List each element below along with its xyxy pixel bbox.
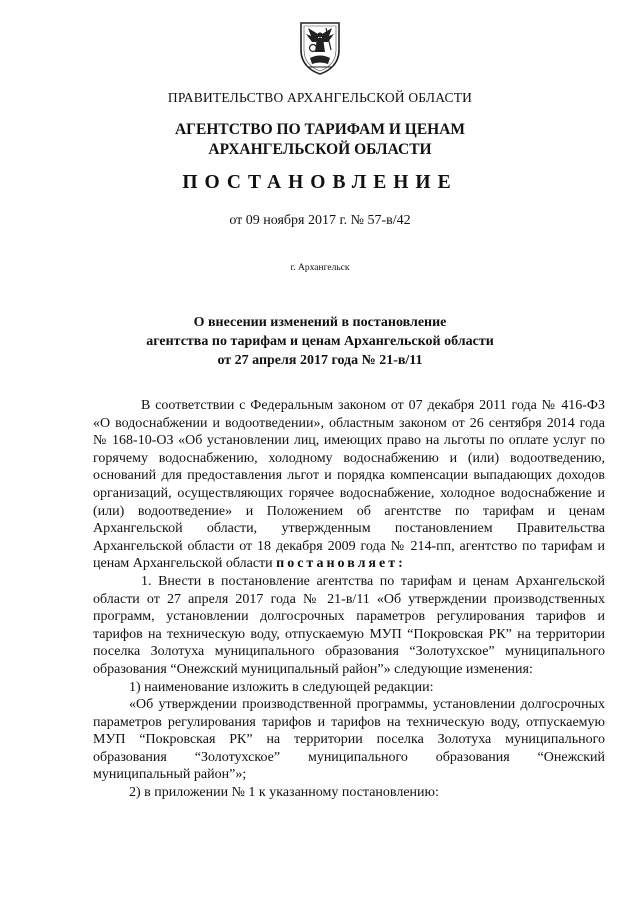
- document-city: г. Архангельск: [290, 263, 350, 273]
- document-date-number: от 09 ноября 2017 г. № 57-в/42: [229, 213, 411, 228]
- document-type: ПОСТАНОВЛЕНИЕ: [182, 172, 458, 193]
- preamble-paragraph: [93, 397, 605, 573]
- agency-name: [0, 120, 640, 160]
- agency-name-line2: АРХАНГЕЛЬСКОЙ ОБЛАСТИ: [208, 141, 432, 158]
- arkhangelsk-coat-of-arms-icon: [298, 20, 342, 76]
- document-body: [93, 397, 605, 802]
- item-1-2-paragraph: 2) в приложении № 1 к указанному постановлению:: [129, 785, 439, 801]
- subject-line3: от 27 апреля 2017 года № 21-в/11: [217, 353, 423, 368]
- quote-paragraph: «Об утверждении производственной программы, установлении долгосрочных параметров регулирования тарифов и тарифов на техническую воду, отпускаемую МУП “Покровская РК” на территории поселка Золотуха муниципального образования “Золотухское” муниципального образования “Онежский муниципальный район”»;: [93, 697, 605, 783]
- subject-line1: О внесении изменений в постановление: [193, 315, 447, 330]
- preamble-text: В соответствии с Федеральным законом от 07 декабря 2011 года № 416-ФЗ «О водоснабжении и водоотведении», областным законом от 26 сентября 2014 года № 168-10-ОЗ «Об установлении лиц, имеющих право на льготы по оплате услуг по горячему водоснабжению, холодному водоснабжению и (или) водоотведению, оснований для предоставления льгот и порядка компенсации выпадающих доходов организаций, осуществляющих горячее водоснабжение, холодное водоснабжение и (или) водоотведение» и Положением об агентстве по тарифам и ценам Архангельской области, утвержденным постановлением Правительства Архангельской области от 18 декабря 2009 года № 214-пп, агентство по тарифам и ценам Архангельской области: [93, 398, 605, 572]
- document-subject: [0, 313, 640, 370]
- subject-line2: агентства по тарифам и ценам Архангельской области: [146, 334, 494, 349]
- agency-name-line1: АГЕНТСТВО ПО ТАРИФАМ И ЦЕНАМ: [174, 121, 466, 138]
- item-1-1-paragraph: 1) наименование изложить в следующей редакции:: [129, 679, 434, 695]
- item-1-paragraph: 1. Внести в постановление агентства по тарифам и ценам Архангельской области от 27 апреля 2017 года № 21-в/11 «Об утверждении производственных программ, установлении долгосрочных параметров регулирования тарифов и тарифов на техническую воду, отпускаемую МУП “Покровская РК” на территории поселка Золотуха муниципального образования “Золотухское” муниципального образования “Онежский муниципальный район”» следующие изменения:: [93, 573, 605, 677]
- resolves-word: постановляет:: [276, 556, 406, 572]
- government-title: ПРАВИТЕЛЬСТВО АРХАНГЕЛЬСКОЙ ОБЛАСТИ: [167, 90, 473, 105]
